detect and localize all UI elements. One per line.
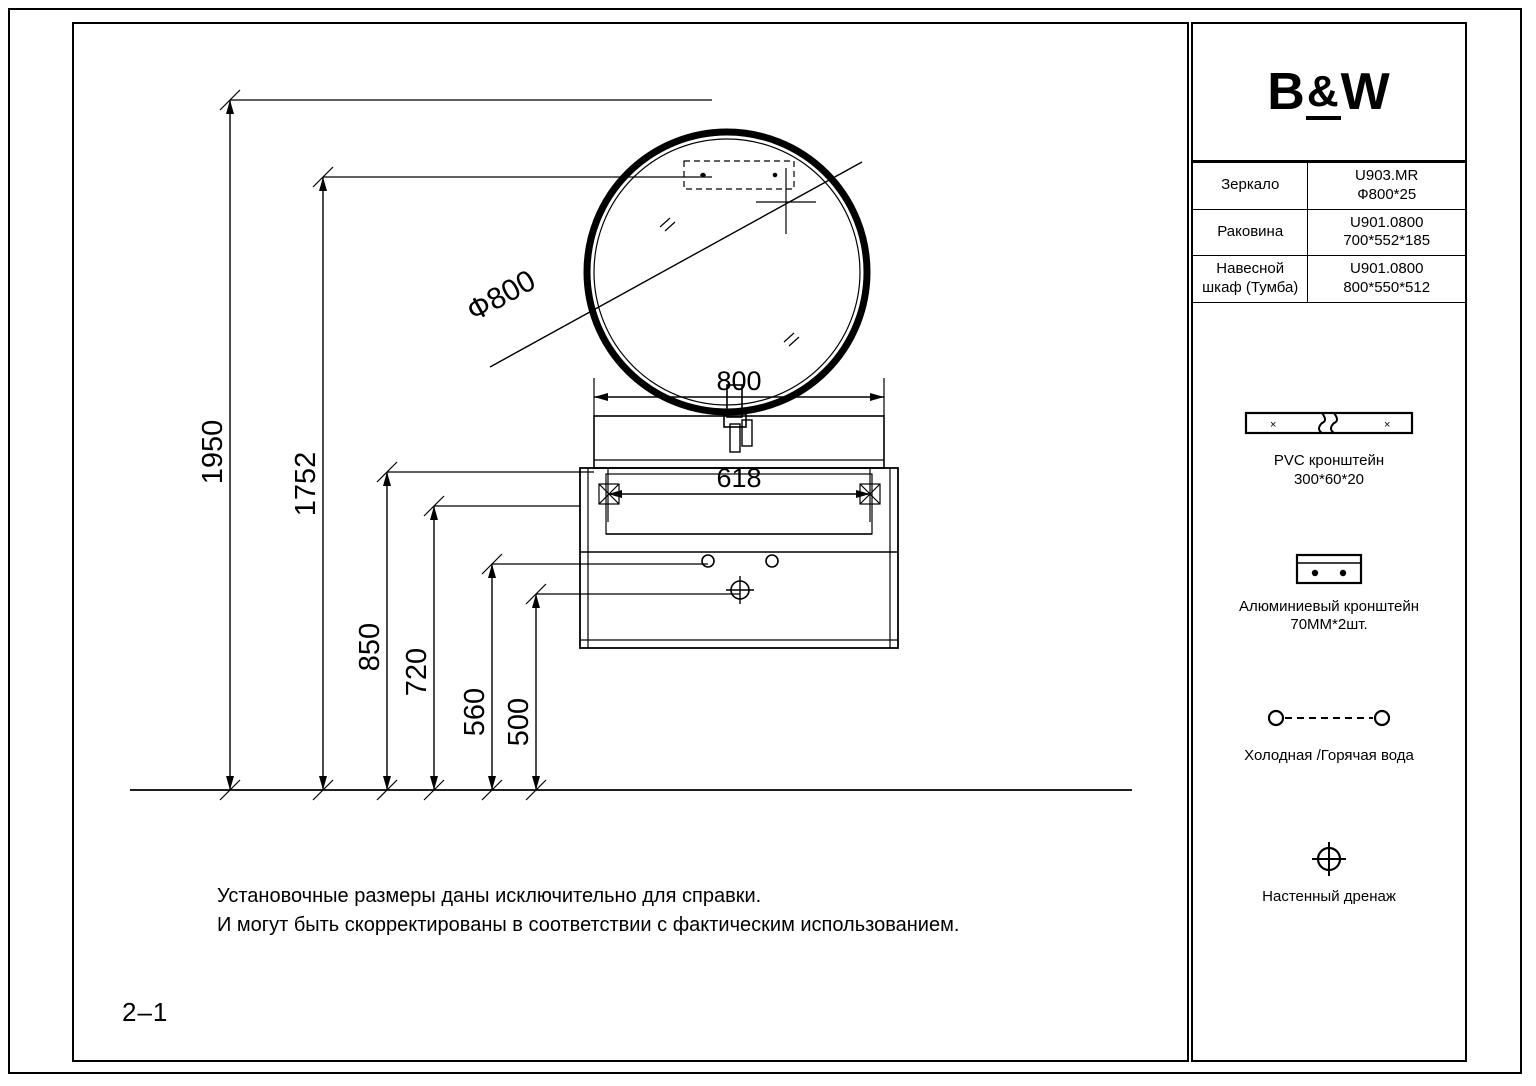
legend-caption-aluminium-bracket [1193,598,1465,636]
dim-560: 560 [459,687,491,737]
legend-caption-line-1: Холодная /Горячая вода [1244,747,1414,764]
spec-size-mirror: Ф800*25 [1357,185,1417,203]
dim-cabinet-width: 800 [716,366,762,396]
spec-size-cabinet: 800*550*512 [1343,278,1431,296]
drawing-canvas [72,22,1189,1062]
spec-code-mirror: U903.MR [1355,167,1419,184]
dim-1752: 1752 [290,451,322,517]
spec-code-basin: U901.0800 [1350,213,1424,231]
sheet-number: 2–1 [122,997,169,1027]
table-row [1193,163,1465,210]
legend-caption-line-1: PVC кронштейн [1273,452,1385,469]
cabinet-body [580,468,898,648]
brand-logo [1193,24,1465,162]
table-row [1193,209,1465,256]
pvc-bracket-icon [1193,402,1465,444]
legend-list [1193,324,1465,935]
svg-text:×: × [1270,419,1277,431]
legend-item-pvc-bracket [1193,402,1465,490]
spec-value-cabinet [1308,256,1465,303]
note-line-1: Установочные размеры даны исключительно для справки. [217,885,762,907]
spec-value-basin [1308,209,1465,256]
legend-item-water-supply [1193,697,1465,766]
diameter-leader [490,162,862,367]
spec-label-mirror: Зеркало [1193,163,1308,210]
legend-caption-wall-drain [1193,888,1465,907]
water-point-cold [702,555,714,567]
svg-text:×: × [1384,419,1391,431]
wall-drain-symbol [726,576,754,604]
legend-item-wall-drain [1193,838,1465,907]
water-supply-icon [1193,697,1465,739]
legend-caption-line-2: 70ММ*2шт. [1290,616,1368,634]
brand-logo-text: B&W [1267,63,1391,121]
dim-1950: 1950 [197,419,229,485]
legend-caption-line-1: Настенный дренаж [1262,887,1396,905]
legend-caption-line-1: Алюминиевый кронштейн [1238,597,1420,615]
legend-caption-pvc-bracket [1193,452,1465,490]
note-line-2: И могут быть скорректированы в соответствии с фактическим использованием. [217,914,960,936]
spec-label-cabinet: Навесной шкаф (Тумба) [1193,256,1308,303]
water-point-hot [766,555,778,567]
legend-caption-water-supply [1193,747,1465,766]
spec-value-mirror [1308,163,1465,210]
dim-850: 850 [354,622,386,672]
wall-drain-icon [1193,838,1465,880]
title-block [1191,22,1467,1062]
dim-720: 720 [401,647,433,697]
legend-item-aluminium-bracket [1193,548,1465,636]
installation-note [217,882,1157,940]
dim-500: 500 [503,697,535,747]
spec-size-basin: 700*552*185 [1343,232,1431,250]
table-row [1193,256,1465,303]
spec-code-cabinet: U901.0800 [1350,260,1424,277]
dim-basin-inner-width: 618 [716,463,762,493]
spec-label-basin: Раковина [1193,209,1308,256]
specification-table [1193,162,1465,303]
dim-mirror-diameter: Ф800 [461,263,542,329]
aluminium-bracket-icon [1193,548,1465,590]
legend-caption-line-2: 300*60*20 [1293,470,1365,488]
